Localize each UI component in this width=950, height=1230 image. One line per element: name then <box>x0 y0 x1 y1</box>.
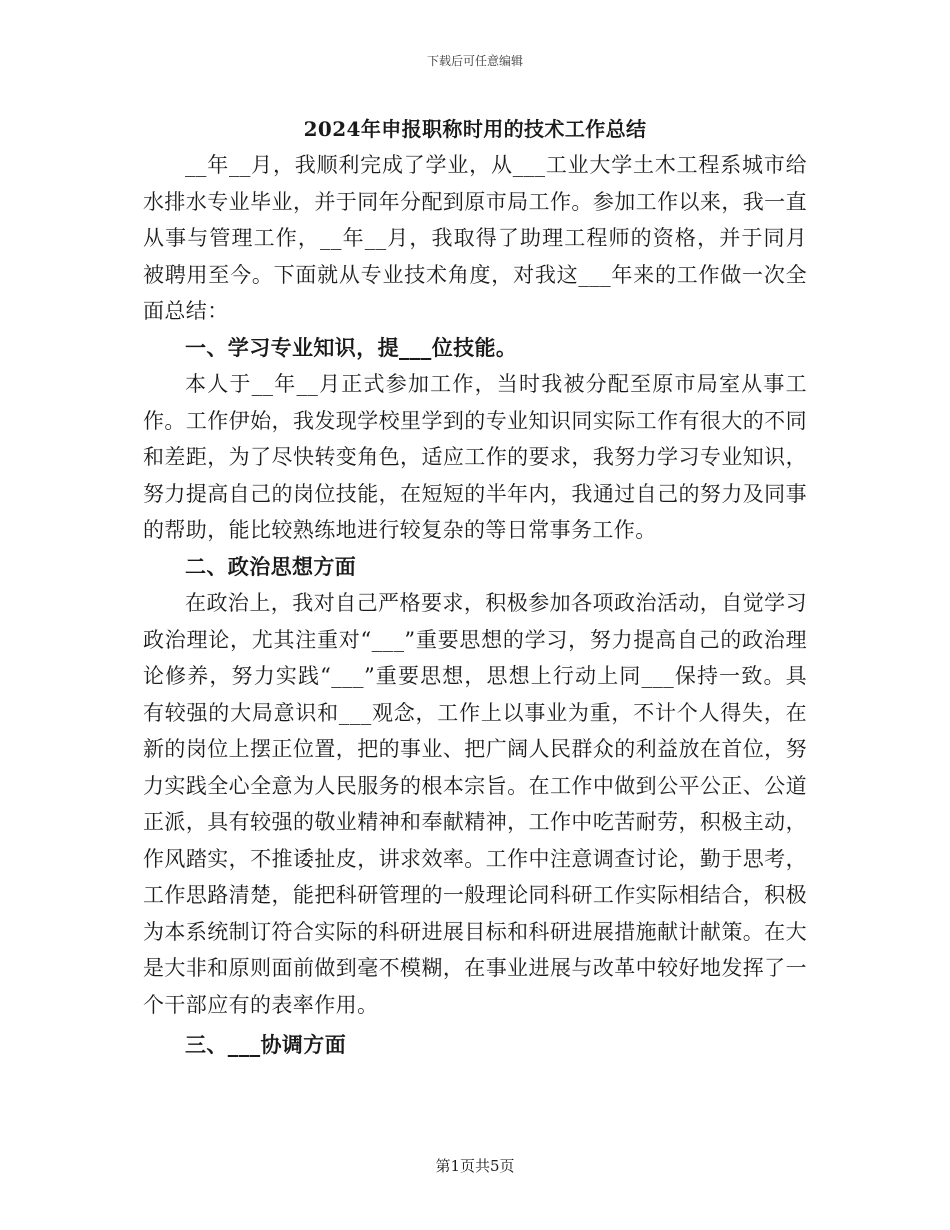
document-title: 2024年申报职称时用的技术工作总结 <box>303 117 647 141</box>
section-2-heading: 二、政治思想方面 <box>185 553 357 579</box>
section-1-heading: 一、学习专业知识，提___位技能。 <box>185 334 518 360</box>
section-2-paragraph: 在政治上，我对自己严格要求，积极参加各项政治活动，自觉学习政治理论，尤其注重对“___”重要思想的学习，努力提高自己的政治理论修养，努力实践“___”重要思想，思想上行动上同___保持一致。具有较强的大局意识和___观念，工作上以事业为重，不计个人得失，在新的岗位上摆正位置，把的事业、把广阔人民群众的利益放在首位，努力实践全心全意为人民服务的根本宗旨。在工作中做到公平公正、公道正派，具有较强的敬业精神和奉献精神，工作中吃苦耐劳，积极主动，作风踏实，不推诿扯皮，讲求效率。工作中注意调查讨论，勤于思考，工作思路清楚，能把科研管理的一般理论同科研工作实际相结合，积极为本系统制订符合实际的科研进展目标和科研进展措施献计献策。在大是大非和原则面前做到毫不模糊，在事业进展与改革中较好地发挥了一个干部应有的表率作用。 <box>143 591 807 1017</box>
intro-paragraph: __年__月，我顺利完成了学业，从___工业大学土木工程系城市给水排水专业毕业，并于同年分配到原市局工作。参加工作以来，我一直从事与管理工作，__年__月，我取得了助理工程师的资格，并于同月被聘用至今。下面就从专业技术角度，对我这___年来的工作做一次全面总结： <box>143 153 807 323</box>
page-number: 第1页共5页 <box>435 1157 515 1175</box>
section-1-paragraph: 本人于__年__月正式参加工作，当时我被分配至原市局室从事工作。工作伊始，我发现学校里学到的专业知识同实际工作有很大的不同和差距，为了尽快转变角色，适应工作的要求，我努力学习专业知识，努力提高自己的岗位技能，在短短的半年内，我通过自己的努力及同事的帮助，能比较熟练地进行较复杂的等日常事务工作。 <box>143 372 807 542</box>
section-3-heading: 三、___协调方面 <box>185 1032 347 1057</box>
document-body <box>143 110 807 1064</box>
header-note: 下载后可任意编辑 <box>426 54 523 68</box>
